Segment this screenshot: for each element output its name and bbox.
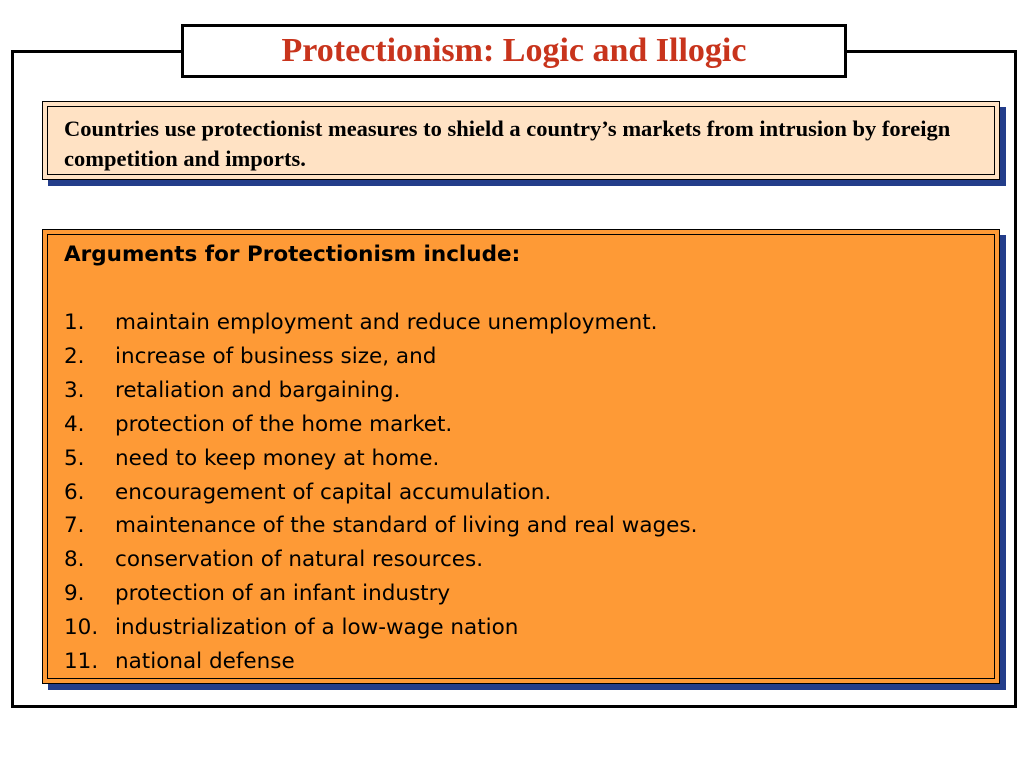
argument-item: [64, 476, 697, 510]
argument-number: 5.: [64, 445, 85, 471]
argument-item: [64, 374, 697, 408]
argument-text: protection of the home market.: [115, 411, 453, 437]
argument-text: conservation of natural resources.: [115, 547, 484, 573]
argument-number: 11.: [64, 649, 99, 675]
argument-number: 9.: [64, 581, 85, 607]
argument-number: 3.: [64, 377, 85, 403]
argument-text: protection of an infant industry: [115, 581, 451, 607]
arguments-list: [64, 306, 697, 679]
definition-box: [42, 101, 1000, 180]
arguments-box: [42, 229, 1000, 684]
argument-number: 2.: [64, 343, 85, 369]
argument-text: encouragement of capital accumulation.: [115, 479, 552, 505]
slide-title: Protectionism: Logic and Illogic: [281, 32, 747, 69]
argument-item: [64, 340, 697, 374]
argument-item: [64, 442, 697, 476]
argument-item: [64, 645, 697, 679]
argument-text: retaliation and bargaining.: [115, 377, 401, 403]
argument-item: [64, 577, 697, 611]
argument-number: 6.: [64, 479, 85, 505]
argument-item: [64, 408, 697, 442]
arguments-heading: Arguments for Protectionism include:: [64, 242, 521, 267]
argument-text: maintenance of the standard of living and real wages.: [115, 513, 698, 539]
argument-number: 1.: [64, 310, 85, 335]
argument-text: need to keep money at home.: [115, 445, 440, 471]
argument-text: national defense: [115, 649, 295, 675]
argument-item: [64, 611, 697, 645]
argument-text: industrialization of a low-wage nation: [115, 615, 519, 641]
argument-item: [64, 543, 697, 577]
title-box: [181, 24, 847, 78]
definition-text: Countries use protectionist measures to shield a country’s markets from intrusion by foreign competition and imports.: [64, 116, 951, 171]
argument-text: maintain employment and reduce unemployment.: [115, 310, 658, 335]
argument-number: 8.: [64, 547, 85, 573]
argument-number: 4.: [64, 411, 85, 437]
argument-text: increase of business size, and: [115, 343, 437, 369]
argument-number: 7.: [64, 513, 85, 539]
argument-item: [64, 306, 697, 340]
argument-item: [64, 509, 697, 543]
argument-number: 10.: [64, 615, 99, 641]
